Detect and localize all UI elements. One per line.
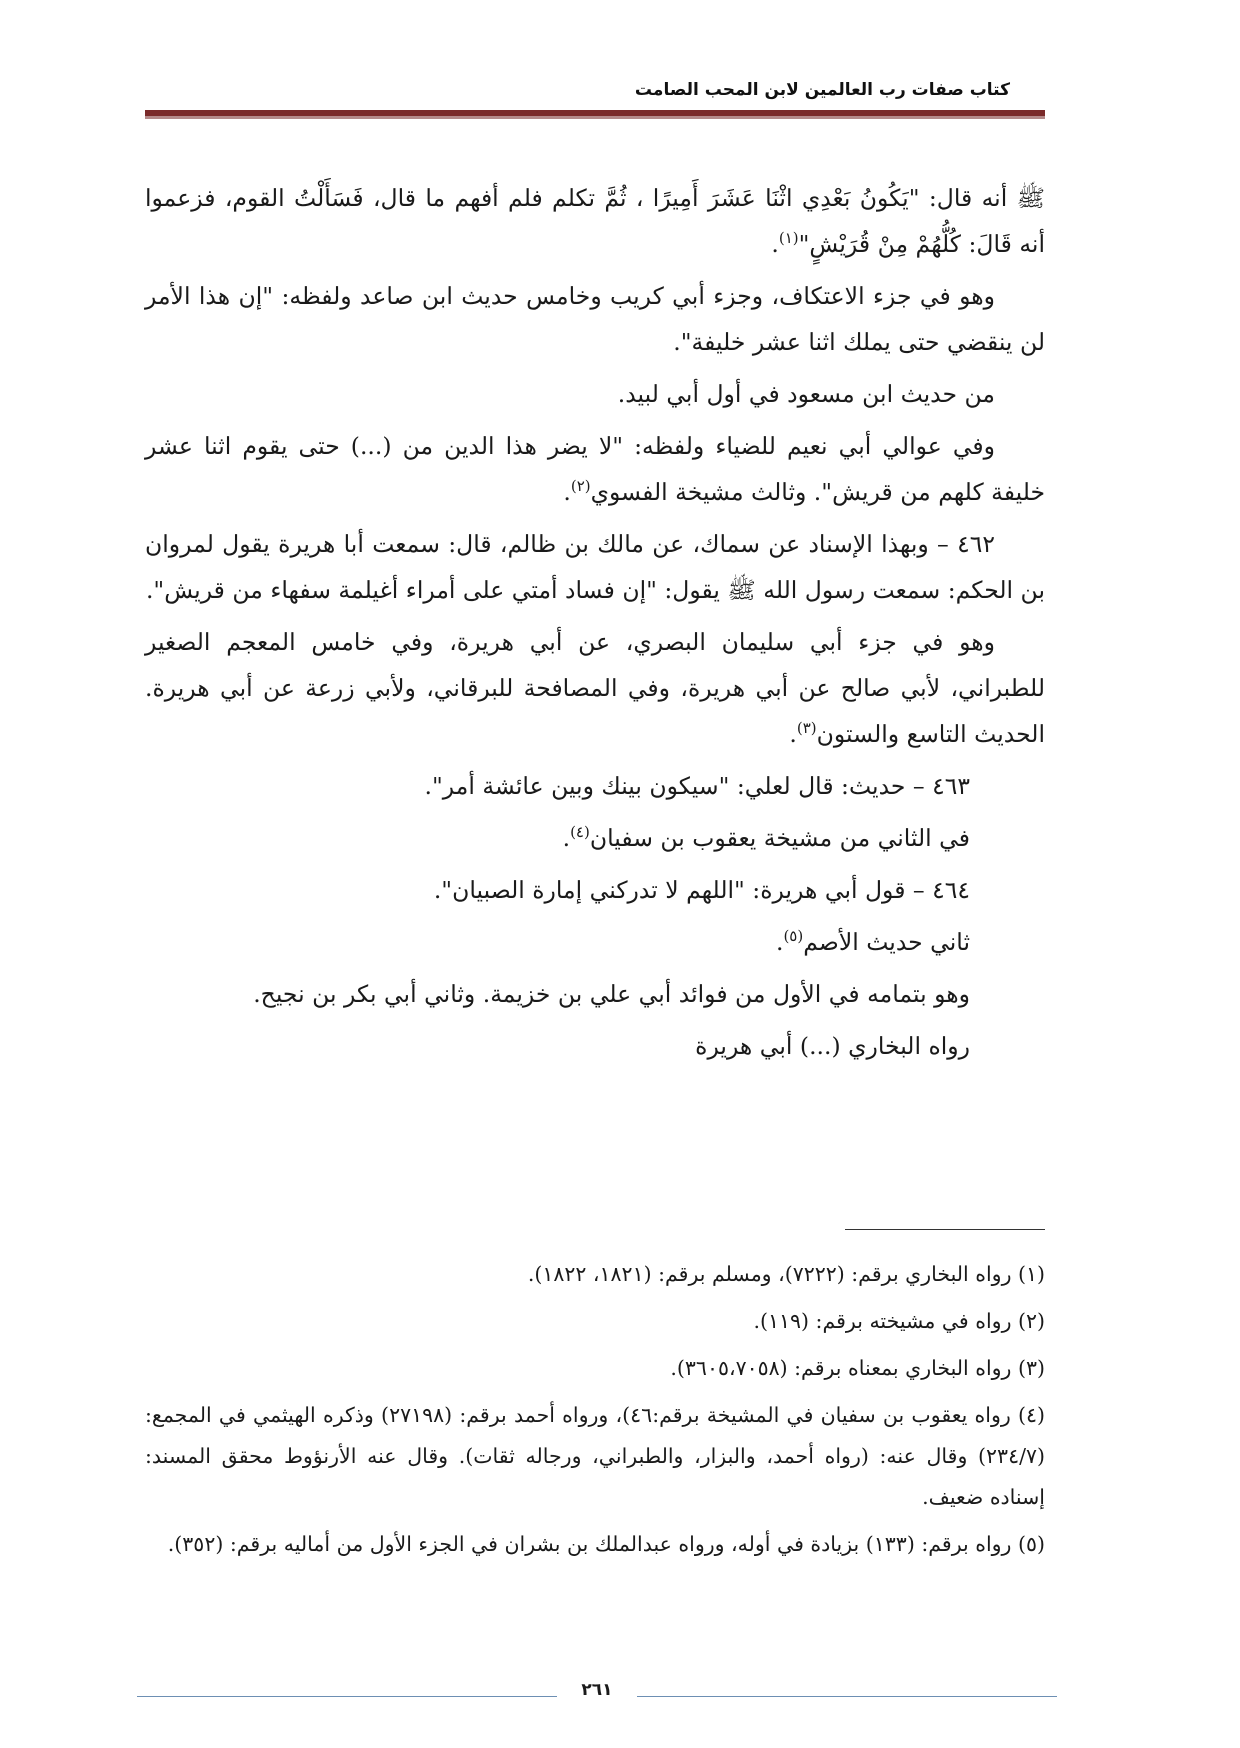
paragraph-6: وهو في جزء أبي سليمان البصري، عن أبي هريرة، وفي خامس المعجم الصغير للطبراني، لأبي صالح عن أبي هريرة، وفي المصافحة للبرقاني، ولأبي زرعة عن أبي هريرة. الحديث التاسع والستون$^{(٣)}$. [145, 628, 1045, 748]
paragraph-10: ثاني حديث الأصم$^{(٥)}$. [775, 927, 970, 956]
paragraph-12: رواه البخاري (...) أبي هريرة [695, 1032, 970, 1060]
hadith-464: ٤٦٤ – قول أبي هريرة: "اللهم لا تدركني إمارة الصبيان". [433, 876, 970, 904]
footnote-ref-2: (٢) [570, 477, 591, 496]
footer-rule-right [637, 1696, 1057, 1697]
page-number: ٢٦١ [581, 1680, 613, 1700]
footnote-4: (٤) رواه يعقوب بن سفيان في المشيخة برقم:٤٦)، ورواه أحمد برقم: (٢٧١٩٨) وذكره الهيثمي في المجمع: (٢٣٤/٧) وقال عنه: (رواه أحمد، والبزار، والطبراني، ورجاله ثقات). وقال عنه الأرنؤوط محقق المسند: إسناده ضعيف. [145, 1403, 1046, 1509]
paragraph-8: في الثاني من مشيخة يعقوب بن سفيان$^{(٤)}$. [562, 823, 970, 852]
paragraph-1: ﷺ أنه قال: "يَكُونُ بَعْدِي اثْنَا عَشَرَ أَمِيرًا ، ثُمَّ تكلم فلم أفهم ما قال، فَسَأَلْتُ القوم، فزعموا أنه قَالَ: كُلُّهُمْ مِنْ قُرَيْشٍ"$^{(١)}$. [145, 184, 1045, 258]
footnotes [145, 1254, 1045, 1571]
main-text [145, 175, 1045, 1075]
paragraph-2: وهو في جزء الاعتكاف، وجزء أبي كريب وخامس حديث ابن صاعد ولفظه: "إن هذا الأمر لن ينقضي حتى يملك اثنا عشر خليفة". [145, 282, 1045, 356]
footnote-separator [845, 1229, 1045, 1230]
footnote-5: (٥) رواه برقم: (١٣٣) بزيادة في أوله، ورواه عبدالملك بن بشران في الجزء الأول من أماليه برقم: (٣٥٢). [167, 1532, 1045, 1556]
paragraph-4: وفي عوالي أبي نعيم للضياء ولفظه: "لا يضر هذا الدين من (...) حتى يقوم اثنا عشر خليفة كلهم من قريش". وثالث مشيخة الفسوي$^{(٢)}$. [145, 432, 1045, 506]
footnote-1: (١) رواه البخاري برقم: (٧٢٢٢)، ومسلم برقم: (١٨٢١، ١٨٢٢). [527, 1262, 1045, 1286]
footnote-ref-5: (٥) [783, 927, 804, 946]
running-header-title: كتاب صفات رب العالمين لابن المحب الصامت [634, 80, 1010, 100]
footnote-ref-3: (٣) [796, 719, 817, 738]
hadith-462: ٤٦٢ – وبهذا الإسناد عن سماك، عن مالك بن ظالم، قال: سمعت أبا هريرة يقول لمروان بن الحكم: سمعت رسول الله ﷺ يقول: "إن فساد أمتي على أمراء أغيلمة سفهاء من قريش". [145, 530, 1045, 604]
header-rule [145, 110, 1045, 119]
footnote-2: (٢) رواه في مشيخته برقم: (١١٩). [753, 1309, 1045, 1333]
footnote-ref-4: (٤) [570, 823, 590, 842]
paragraph-3: من حديث ابن مسعود في أول أبي لبيد. [617, 380, 995, 408]
footnote-ref-1: (١) [778, 229, 799, 248]
hadith-463: ٤٦٣ – حديث: قال لعلي: "سيكون بينك وبين عائشة أمر". [424, 772, 970, 800]
footnote-3: (٣) رواه البخاري بمعناه برقم: (٣٦٠٥،٧٠٥٨). [670, 1356, 1045, 1380]
footer-rule-left [137, 1696, 557, 1697]
paragraph-11: وهو بتمامه في الأول من فوائد أبي علي بن خزيمة. وثاني أبي بكر بن نجيح. [253, 980, 970, 1008]
